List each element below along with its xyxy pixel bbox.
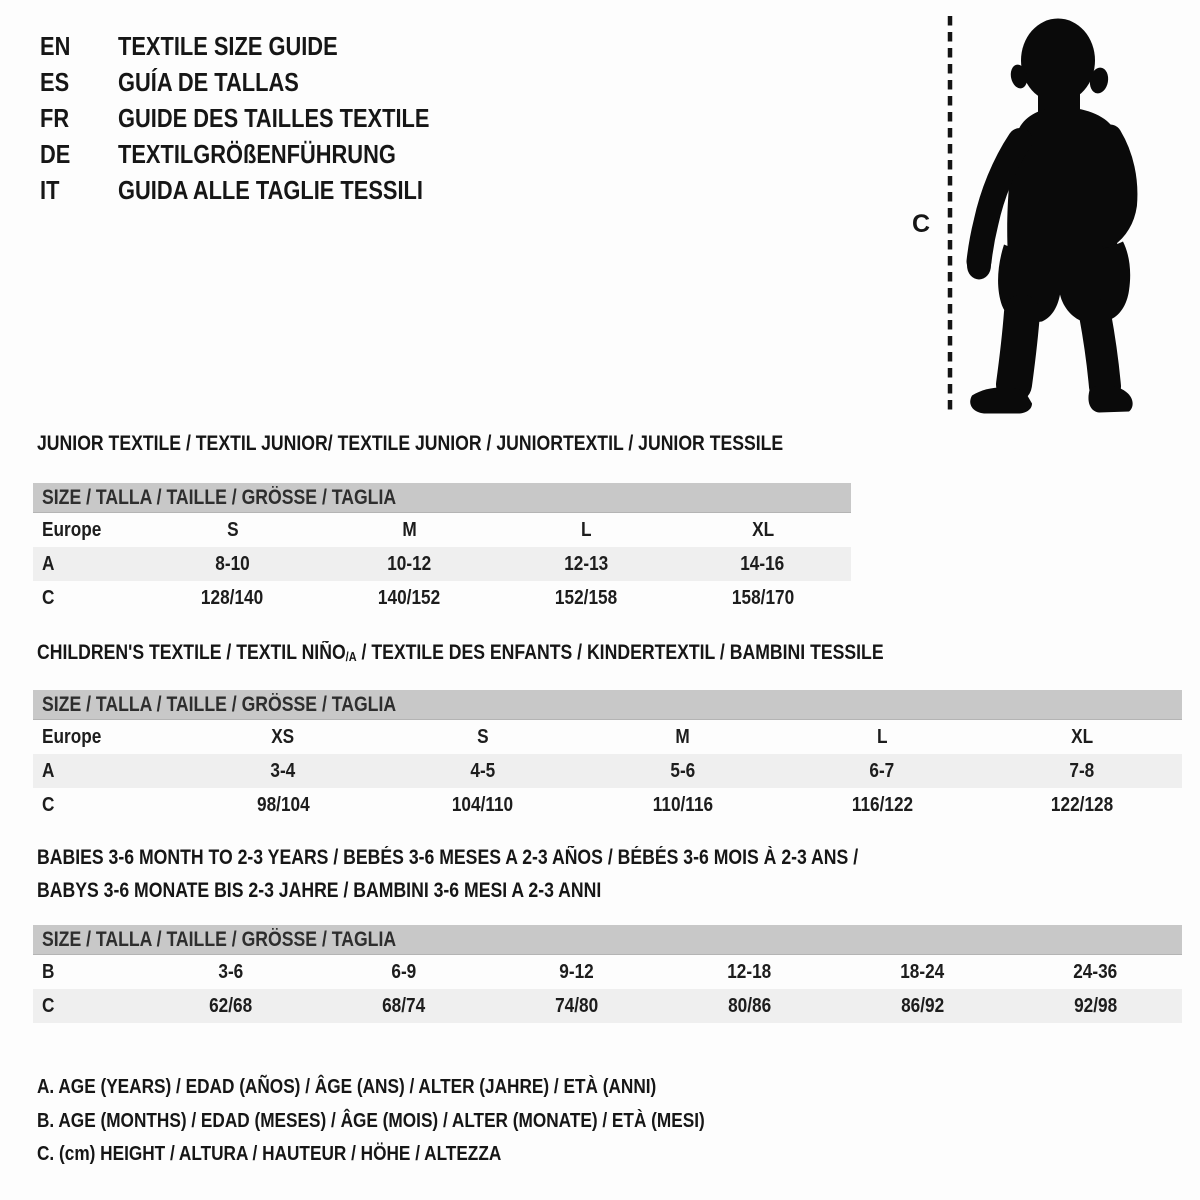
- table-cell: XS: [271, 725, 295, 748]
- table-cell: 80/86: [727, 994, 772, 1017]
- language-label: GUIDA ALLE TAGLIE TESSILI: [118, 174, 423, 205]
- table-cell: 12-13: [563, 552, 608, 575]
- table-cell: 110/116: [652, 793, 713, 816]
- table-cell: S: [226, 518, 239, 541]
- table-cell: 92/98: [1073, 994, 1118, 1017]
- junior-height-row: [33, 581, 851, 615]
- table-cell: A: [42, 759, 55, 782]
- table-cell: 9-12: [559, 960, 594, 983]
- table-cell: L: [580, 518, 592, 541]
- table-cell: 140/152: [377, 586, 441, 609]
- children-table-header: SIZE / TALLA / TAILLE / GRÖSSE / TAGLIA: [33, 690, 1182, 720]
- babies-height-row: [33, 989, 1182, 1023]
- table-cell: 6-7: [869, 759, 895, 782]
- table-cell: C: [42, 994, 55, 1017]
- table-cell: Europe: [42, 518, 102, 541]
- height-marker-label: C: [912, 210, 931, 238]
- table-cell: C: [42, 793, 55, 816]
- table-cell: 3-4: [270, 759, 296, 782]
- table-cell: 6-9: [391, 960, 416, 983]
- baby-silhouette-figure: [960, 14, 1145, 416]
- table-cell: 7-8: [1069, 759, 1095, 782]
- table-cell: L: [877, 725, 888, 748]
- language-row-it: [40, 172, 489, 208]
- table-cell: M: [401, 518, 417, 541]
- table-cell: 116/122: [851, 793, 913, 816]
- children-height-row: [33, 788, 1182, 822]
- table-cell: S: [476, 725, 489, 748]
- table-cell: 128/140: [201, 586, 264, 609]
- table-cell: 12-18: [727, 960, 772, 983]
- language-label: TEXTILGRÖßENFÜHRUNG: [118, 138, 396, 169]
- language-list: [40, 28, 489, 208]
- table-cell: 74/80: [554, 994, 599, 1017]
- height-dashed-line: [946, 16, 954, 416]
- language-label: GUIDE DES TAILLES TEXTILE: [118, 102, 430, 133]
- table-cell: A: [42, 552, 55, 575]
- children-size-labels-row: [33, 720, 1182, 754]
- babies-section-title: BABIES 3-6 MONTH TO 2-3 YEARS / BEBÉS 3-6 MESES A 2-3 AÑOS / BÉBÉS 3-6 MOIS À 2-3 ANS / BABYS 3-6 MONATE BIS 2-3 JAHRE / BAMBINI 3-6 MESI A 2-3 ANNI: [37, 846, 859, 902]
- table-cell: Europe: [42, 725, 102, 748]
- language-label: TEXTILE SIZE GUIDE: [118, 30, 338, 61]
- language-row-es: [40, 64, 489, 100]
- legend-line-age-years: A. AGE (YEARS) / EDAD (AÑOS) / ÂGE (ANS) / ALTER (JAHRE) / ETÀ (ANNI): [37, 1075, 657, 1098]
- table-cell: 86/92: [900, 994, 945, 1017]
- table-cell: 98/104: [256, 793, 310, 816]
- language-row-fr: [40, 100, 489, 136]
- language-code: EN: [40, 30, 71, 61]
- nino-a-subscript: /A: [345, 649, 357, 664]
- junior-age-row: [33, 547, 851, 581]
- legend-line-height-cm: C. (cm) HEIGHT / ALTURA / HAUTEUR / HÖHE / ALTEZZA: [37, 1142, 502, 1165]
- junior-size-labels-row: [33, 513, 851, 547]
- table-cell: 3-6: [218, 960, 243, 983]
- language-code: IT: [40, 174, 60, 205]
- junior-table-header: SIZE / TALLA / TAILLE / GRÖSSE / TAGLIA: [33, 483, 851, 513]
- table-cell: 68/74: [381, 994, 426, 1017]
- table-cell: B: [42, 960, 55, 983]
- table-cell: 5-6: [670, 759, 695, 782]
- table-cell: 152/158: [554, 586, 617, 609]
- language-row-de: [40, 136, 489, 172]
- language-code: ES: [40, 66, 70, 97]
- legend-line-age-months: B. AGE (MONTHS) / EDAD (MESES) / ÂGE (MOIS) / ALTER (MONATE) / ETÀ (MESI): [37, 1108, 705, 1132]
- children-age-row: [33, 754, 1182, 788]
- table-cell: 24-36: [1073, 960, 1118, 983]
- table-cell: 18-24: [900, 960, 945, 983]
- language-code: FR: [40, 102, 70, 133]
- babies-table-header: SIZE / TALLA / TAILLE / GRÖSSE / TAGLIA: [33, 925, 1182, 955]
- babies-age-row: [33, 955, 1182, 989]
- table-cell: 8-10: [215, 552, 250, 575]
- table-cell: 158/170: [731, 586, 794, 609]
- language-row-en: [40, 28, 489, 64]
- language-label: GUÍA DE TALLAS: [118, 66, 299, 97]
- table-cell: 10-12: [387, 552, 432, 575]
- table-cell: 122/128: [1050, 793, 1114, 816]
- table-cell: 104/110: [452, 793, 514, 816]
- table-cell: 14-16: [740, 552, 785, 575]
- babies-size-table: [33, 925, 1182, 1023]
- children-size-table: [33, 690, 1182, 822]
- table-cell: 4-5: [470, 759, 496, 782]
- language-code: DE: [40, 138, 71, 169]
- children-section-title: CHILDREN'S TEXTILE / TEXTIL NIÑO/A / TEXTILE DES ENFANTS / KINDERTEXTIL / BAMBINI TESSILE: [37, 641, 884, 664]
- junior-section-title: JUNIOR TEXTILE / TEXTIL JUNIOR/ TEXTILE JUNIOR / JUNIORTEXTIL / JUNIOR TESSILE: [37, 432, 784, 455]
- table-cell: C: [42, 586, 55, 609]
- table-cell: M: [675, 725, 690, 748]
- table-cell: XL: [751, 518, 774, 541]
- measurement-legend: [37, 1070, 832, 1171]
- table-cell: 62/68: [208, 994, 253, 1017]
- table-cell: XL: [1071, 725, 1094, 748]
- junior-size-table: [33, 483, 851, 615]
